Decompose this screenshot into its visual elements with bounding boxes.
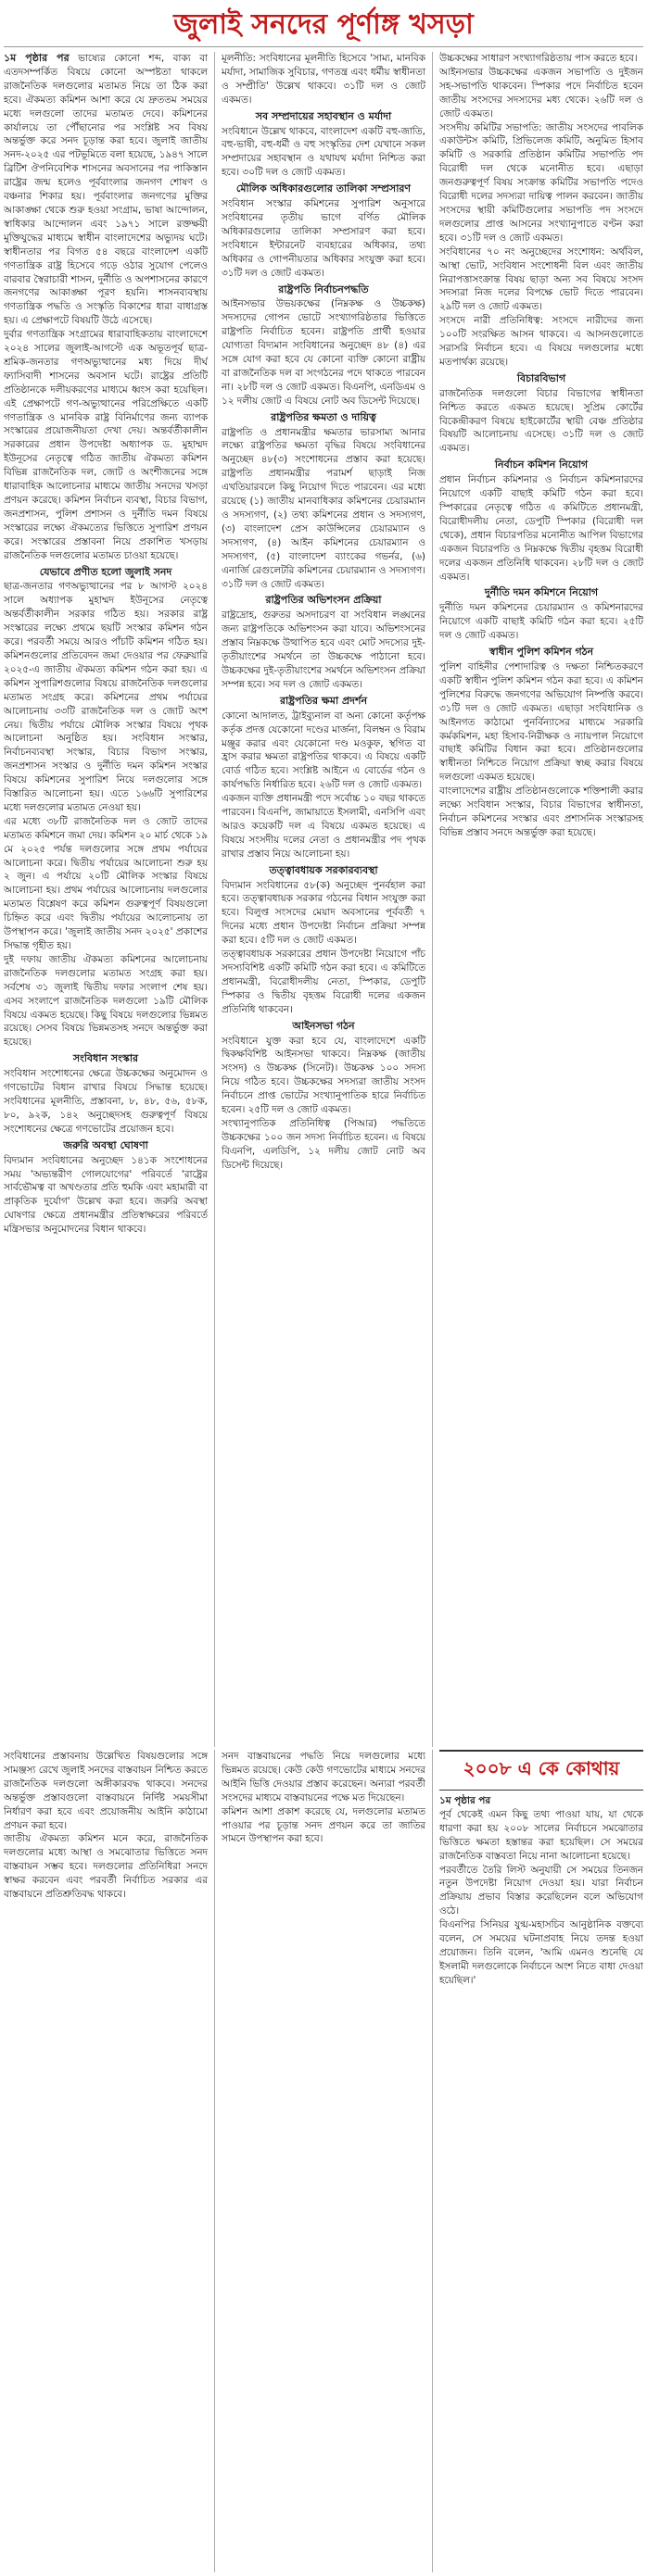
sidebar-headline: ২০০৮ এ কে কোথায়: [439, 1750, 643, 1791]
paragraph: দুর্বার গণতান্ত্রিক সংগ্রামের ধারাবাহিকতায় বাংলাদেশে ২০২৪ সালের জুলাই-আগস্টে এক অভূতপূর্ব ছাত্র-শ্রমিক-জনতার গণঅভ্যুত্থানের মধ্য দিয়ে দীর্ঘ ফ্যাসিবাদী শাসনের অবসান ঘটে। রাষ্ট্রের প্রতিটি প্রতিষ্ঠানকে দলীয়করণের মাধ্যমে ধ্বংস করা হয়েছিল। এই প্রেক্ষাপটে গণ-অভ্যুত্থানের পরিপ্রেক্ষিতে একটি গণতান্ত্রিক ও মানবিক রাষ্ট্র বিনির্মাণের জন্য ব্যাপক সংস্কারের প্রয়োজনীয়তা দেখা দেয়। অন্তর্বর্তীকালীন সরকারের প্রধান উপদেষ্টা অধ্যাপক ড. মুহাম্মদ ইউনূসের নেতৃত্বে গঠিত জাতীয় ঐকমত্য কমিশন বিভিন্ন রাজনৈতিক দল, জোট ও অংশীজনের সঙ্গে ধারাবাহিক আলোচনার মাধ্যমে জাতীয় সনদের খসড়া প্রণয়ন করেছে। কমিশন নির্বাচন ব্যবস্থা, বিচার বিভাগ, জনপ্রশাসন, পুলিশ প্রশাসন ও দুর্নীতি দমন বিষয়ে সংস্কারের লক্ষ্যে ঐকমত্যের ভিত্তিতে সুপারিশ প্রণয়ন করে। সংস্কারের প্রস্তাবনা নিয়ে প্রকাশিত খসড়ায় রাজনৈতিক দলগুলোর মতামত চাওয়া হয়েছে।: [4, 329, 208, 561]
paragraph: উচ্চকক্ষের সাধারণ সংখ্যাগরিষ্ঠতায় পাস করতে হবে।: [439, 53, 638, 64]
sidebar-article-2008: [439, 1750, 643, 2572]
subheading: রাষ্ট্রপতির অভিশংসন প্রক্রিয়া: [265, 594, 382, 607]
paragraph: সংসদে নারী প্রতিনিধিত্ব: সংসদে নারীদের জন্য ১০০টি সংরক্ষিত আসন থাকবে। এ আসনগুলোতে সরাসরি নির্বাচন হবে। এ বিষয়ে দলগুলোর মধ্যে মতপার্থক্য রয়েছে।: [439, 315, 643, 368]
continued-label: ১ম পৃষ্ঠার পর: [4, 52, 70, 64]
paragraph: সংবিধানের ৭০ নং অনুচ্ছেদের সংশোধন: অর্থবিল, আস্থা ভোট, সংবিধান সংশোধনী বিল এবং জাতীয় নিরাপত্তাসংক্রান্ত বিষয় ছাড়া অন্য সব বিষয়ে সংসদ সদস্যরা নিজ দলের বিপক্ষে ভোট দিতে পারবেন। ২৯টি দল ও জোট একমত।: [439, 245, 643, 313]
lower-column-1: [4, 1750, 208, 2572]
subheading: যেভাবে প্রণীত হলো জুলাই সনদ: [39, 565, 172, 578]
paragraph: আইনসভার উভয়কক্ষের (নিম্নকক্ষ ও উচ্চকক্ষ) সদস্যদের গোপন ভোটে সংখ্যাগরিষ্ঠতার ভিত্তিতে রাষ্ট্রপতি নির্বাচিত হবেন। রাষ্ট্রপতি প্রার্থী হওয়ার যোগ্যতা বিদ্যমান সংবিধানের অনুচ্ছেদ ৪৮ (৪) এর সঙ্গে যোগ করা হবে যে কোনো ব্যক্তি কোনো রাষ্ট্রীয় বা রাজনৈতিক দল বা সংগঠনের পদে থাকতে পারবেন না। ২৮টি দল ও জোট একমত। বিএনপি, এনডিএম ও ১২ দলীয় জোট এ বিষয়ে নোট অব ডিসেন্ট দিয়েছে।: [222, 298, 425, 407]
paragraph: তত্ত্বাবধায়ক সরকারের প্রধান উপদেষ্টা নিয়োগে পাঁচ সদস্যবিশিষ্ট একটি কমিটি গঠন করা হবে। এ কমিটিতে প্রধানমন্ত্রী, বিরোধীদলীয় নেতা, স্পিকার, ডেপুটি স্পিকার ও দ্বিতীয় বৃহত্তম বিরোধী দলের একজন প্রতিনিধি থাকবেন।: [222, 949, 425, 1015]
subheading: দুর্নীতি দমন কমিশনে নিয়োগ: [484, 586, 599, 599]
paragraph: দুর্নীতি দমন কমিশনের চেয়ারম্যান ও কমিশনারদের নিয়োগে একটি বাছাই কমিটি গঠন করা হবে। ২৫টি দল ও জোট একমত।: [439, 602, 643, 642]
paragraph: সংবিধানে উল্লেখ থাকবে, বাংলাদেশ একটি বহু-জাতি, বহু-ভাষী, বহু-ধর্মী ও বহু সংস্কৃতির দেশ যেখানে সকল সম্প্রদায়ের সহাবস্থান ও যথাযথ মর্যাদা নিশ্চিত করা হবে। ৩০টি দল ও জোট একমত।: [222, 125, 425, 179]
lower-article-columns: [4, 1750, 430, 2572]
subheading: রাষ্ট্রপতির ক্ষমা প্রদর্শন: [279, 694, 368, 707]
subheading: নির্বাচন কমিশন নিয়োগ: [494, 459, 589, 471]
headline: জুলাই সনদের পূর্ণাঙ্গ খসড়া: [4, 4, 643, 47]
paragraph: সংসদীয় কমিটির সভাপতি: জাতীয় সংসদের পাবলিক একাউন্টস কমিটি, প্রিভিলেজ কমিটি, অনুমিত হিসাব কমিটি ও সরকারি প্রতিষ্ঠান কমিটির সভাপতি পদ বিরোধী দল থেকে মনোনীত হবে। এছাড়া জনগুরুত্বপূর্ণ বিষয় সংক্রান্ত কমিটির সভাপতি পদেও বিরোধী দলের সদস্যরা দায়িত্ব পালন করবেন। জাতীয় সংসদের স্থায়ী কমিটিগুলোর সভাপতি পদ সংসদে দলগুলোর প্রাপ্ত আসনের সংখ্যানুপাতে বণ্টন করা হবে। ৩১টি দল ও জোট একমত।: [439, 121, 643, 244]
paragraph-text: ভাষ্যের কোনো শব্দ, বাক্য বা এতদসম্পর্কিত বিষয়ে কোনো অস্পষ্টতা থাকলে রাজনৈতিক দলগুলোর মতামত নিয়ে তা ঠিক করা হবে। ঐকমত্য কমিশন আশা করে যে দ্রুততম সময়ের মধ্যে দলগুলো তাদের মতামত দেবে। কমিশনের কার্যালয়ে তা পৌঁছানোর পর সংশ্লিষ্ট সব বিষয় অন্তর্ভুক্ত করে সনদ চূড়ান্ত করা হবে। জুলাই জাতীয় সনদ-২০২৫ এর পটভূমিতে বলা হয়েছে, ১৯৪৭ সালে ব্রিটিশ ঔপনিবেশিক শাসনের অবসানের পর পাকিস্তান রাষ্ট্রের জন্ম হলেও পূর্ববাংলার জনগণ শোষণ ও বঞ্চনার শিকার হয়। পূর্ববাংলার জনগণের মুক্তির আকাঙ্ক্ষা থেকে শুরু হওয়া সংগ্রাম, ভাষা আন্দোলন, স্বাধিকার আন্দোলন এবং ১৯৭১ সালে রক্তক্ষয়ী মুক্তিযুদ্ধের মাধ্যমে স্বাধীন বাংলাদেশের অভ্যুদয় ঘটে। স্বাধীনতার পর বিগত ৫৪ বছরে বাংলাদেশ একটি গণতান্ত্রিক রাষ্ট্র হিসেবে গড়ে ওঠার সুযোগ পেলেও বারবার স্বৈরাচারী শাসন, দুর্নীতি ও অপশাসনের কারণে জনগণের আকাঙ্ক্ষা পূরণ হয়নি। শাসনব্যবস্থায় গণতান্ত্রিক পদ্ধতি ও সংস্কৃতি বিকাশের ধারা বাধাগ্রস্ত হয়। এ প্রেক্ষাপটে বিষয়টি উঠে এসেছে।: [4, 53, 208, 327]
paragraph: মূলনীতি: সংবিধানের মূলনীতি হিসেবে 'সাম্য, মানবিক মর্যাদা, সামাজিক সুবিচার, গণতন্ত্র এবং ধর্মীয় স্বাধীনতা ও সম্প্রীতি' উল্লেখ থাকবে। ৩১টি দল ও জোট একমত।: [222, 53, 425, 106]
paragraph: কোনো আদালত, ট্রাইব্যুনাল বা অন্য কোনো কর্তৃপক্ষ কর্তৃক প্রদত্ত যেকোনো দণ্ডের মার্জনা, বিলম্বন ও বিরাম মঞ্জুর করার এবং যেকোনো দণ্ড মওকুফ, স্থগিত বা হ্রাস করার ক্ষমতা রাষ্ট্রপতির থাকবে। এ বিষয়ে একটি বোর্ড গঠিত হবে। সংশ্লিষ্ট আইনে এ বোর্ডের গঠন ও কার্যপদ্ধতি নির্ধারিত হবে। ২৬টি দল ও জোট একমত।: [222, 710, 425, 791]
paragraph: সনদ বাস্তবায়নের পদ্ধতি নিয়ে দলগুলোর মধ্যে ভিন্নমত রয়েছে। কেউ কেউ গণভোটের মাধ্যমে সনদের আইনি ভিত্তি দেওয়ার প্রস্তাব করেছেন। অন্যরা পরবর্তী সংসদের মাধ্যমে বাস্তবায়নের পক্ষে মত দিয়েছেন।: [222, 1751, 425, 1803]
article-columns: [4, 52, 643, 1747]
paragraph: ছাত্র-জনতার গণঅভ্যুত্থানের পর ৮ আগস্ট ২০২৪ সালে অধ্যাপক মুহাম্মদ ইউনূসের নেতৃত্বে অন্তর্বর্তীকালীন সরকার গঠিত হয়। সরকার রাষ্ট্র সংস্কারের লক্ষ্যে প্রথমে ছয়টি সংস্কার কমিশন গঠন করে। পরবর্তী সময়ে আরও পাঁচটি কমিশন গঠিত হয়। কমিশনগুলোর প্রতিবেদন জমা দেওয়ার পর ফেব্রুয়ারি ২০২৫-এ জাতীয় ঐকমত্য কমিশন গঠন করা হয়। এ কমিশন সুপারিশগুলোর বিষয়ে রাজনৈতিক দলগুলোর মতামত সংগ্রহ করে। কমিশনের প্রথম পর্যায়ের আলোচনায় ৩৩টি রাজনৈতিক দল ও জোট অংশ নেয়। দ্বিতীয় পর্যায়ে মৌলিক সংস্কার বিষয়ে পৃথক আলোচনা অনুষ্ঠিত হয়। সংবিধান সংস্কার, নির্বাচনব্যবস্থা সংস্কার, বিচার বিভাগ সংস্কার, জনপ্রশাসন সংস্কার ও দুর্নীতি দমন কমিশন সংস্কার বিষয়ে কমিশনের সুপারিশ নিয়ে দলগুলোর সঙ্গে বিস্তারিত আলোচনা হয়। এতে ১৬৬টি সুপারিশের মধ্যে দলগুলোর মতামত নেওয়া হয়।: [4, 581, 208, 813]
paragraph: রাষ্ট্রদ্রোহ, গুরুতর অসদাচরণ বা সংবিধান লঙ্ঘনের জন্য রাষ্ট্রপতিকে অভিশংসন করা যাবে। অভিশংসনের প্রস্তাব নিম্নকক্ষে উত্থাপিত হবে এবং মোট সদস্যের দুই-তৃতীয়াংশের সমর্থনে তা উচ্চকক্ষে পাঠানো হবে। উচ্চকক্ষের দুই-তৃতীয়াংশের সমর্থনে অভিশংসন প্রক্রিয়া সম্পন্ন হবে। সব দল ও জোট একমত।: [222, 609, 425, 690]
paragraph: বিদ্যমান সংবিধানের ৫৮(ক) অনুচ্ছেদ পুনর্বহাল করা হবে। তত্ত্বাবধায়ক সরকার গঠনের বিধান সংযুক্ত করা হবে। বিলুপ্ত সংসদের মেয়াদ অবসানের পূর্ববর্তী ৭ দিনের মধ্যে প্রধান উপদেষ্টা নির্বাচন প্রক্রিয়া সম্পন্ন করা হবে। ৫টি দল ও জোট একমত।: [222, 879, 425, 947]
subheading: রাষ্ট্রপতি নির্বাচনপদ্ধতি: [278, 283, 369, 295]
paragraph: প্রধান নির্বাচন কমিশনার ও নির্বাচন কমিশনারদের নিয়োগে একটি বাছাই কমিটি গঠন করা হবে। স্পিকারের নেতৃত্বে গঠিত এ কমিটিতে প্রধানমন্ত্রী, বিরোধীদলীয় নেতা, ডেপুটি স্পিকার (বিরোধী দল থেকে), প্রধান বিচারপতির মনোনীত আপিল বিভাগের একজন বিচারপতি ও নিম্নকক্ষে দ্বিতীয় বৃহত্তম বিরোধী দলের একজন প্রতিনিধি থাকবেন। ২৮টি দল ও জোট একমত।: [439, 474, 643, 583]
subheading: আইনসভা গঠন: [292, 1019, 355, 1032]
subheading: সংবিধান সংস্কার: [72, 1052, 139, 1065]
paragraph: জাতীয় ঐকমত্য কমিশন মনে করে, রাজনৈতিক দলগুলোর মধ্যে আস্থা ও সমঝোতার ভিত্তিতে সনদ বাস্তবায়ন সম্ভব হবে। দলগুলোর প্রতিনিধিরা সনদে স্বাক্ষর করবেন এবং পরবর্তী নির্বাচিত সরকার এর বাস্তবায়নে প্রতিশ্রুতিবদ্ধ থাকবে।: [4, 1833, 208, 1901]
subheading: স্বাধীন পুলিশ কমিশন গঠন: [488, 646, 594, 659]
paragraph: বিদ্যমান সংবিধানের অনুচ্ছেদ ১৪১ক সংশোধনের সময় 'অভ্যন্তরীণ গোলযোগের' পরিবর্তে 'রাষ্ট্রের সার্বভৌমত্ব বা অখণ্ডতার প্রতি হুমকি এবং মহামারী বা প্রাকৃতিক দুর্যোগ' উল্লেখ করা হবে। জরুরি অবস্থা ঘোষণার ক্ষেত্রে প্রধানমন্ত্রীর প্রতিস্বাক্ষরের পরিবর্তে মন্ত্রিসভার অনুমোদনের বিধান থাকবে।: [4, 1154, 208, 1236]
paragraph: রাজনৈতিক দলগুলো বিচার বিভাগের স্বাধীনতা নিশ্চিত করতে একমত হয়েছে। সুপ্রিম কোর্টের বিকেন্দ্রীকরণ বিষয়ে হাইকোর্টের স্থায়ী বেঞ্চ প্রতিষ্ঠার বিষয়টি আলোচনায় এসেছে। ৩১টি দল ও জোট একমত।: [439, 387, 643, 455]
subheading: রাষ্ট্রপতির ক্ষমতা ও দায়িত্ব: [271, 410, 376, 423]
paragraph: সংবিধানে যুক্ত করা হবে যে, বাংলাদেশে একটি দ্বিকক্ষবিশিষ্ট আইনসভা থাকবে। নিম্নকক্ষ (জাতীয় সংসদ) ও উচ্চকক্ষ (সিনেট)। উচ্চকক্ষ ১০০ সদস্য নিয়ে গঠিত হবে। উচ্চকক্ষের সদস্যরা জাতীয় সংসদ নির্বাচনে প্রাপ্ত ভোটের সংখ্যানুপাতিক হারে নির্বাচিত হবেন। ২৫টি দল ও জোট একমত।: [222, 1035, 425, 1116]
column-divider: [432, 1750, 433, 2572]
newspaper-page: [4, 4, 643, 2572]
paragraph: এর মধ্যে ৩৮টি রাজনৈতিক দল ও জোট তাদের মতামত কমিশনে জমা দেয়। কমিশন ২০ মার্চ থেকে ১৯ মে ২০২৫ পর্যন্ত দলগুলোর সঙ্গে প্রথম পর্যায়ের আলোচনা করে। দ্বিতীয় পর্যায়ের আলোচনা শুরু হয় ২ জুন। এ পর্যায়ে ২০টি মৌলিক সংস্কার বিষয়ে আলোচনা হয়। প্রথম পর্যায়ের আলোচনায় দলগুলোর মতামত বিশ্লেষণ করে কমিশন গুরুত্বপূর্ণ বিষয়গুলো চিহ্নিত করে এবং দ্বিতীয় পর্যায়ের আলোচনায় তা উপস্থাপন করে। 'জুলাই জাতীয় সনদ ২০২৫' প্রকাশের সিদ্ধান্ত গৃহীত হয়।: [4, 815, 208, 951]
column-1: [4, 52, 208, 1747]
subheading: বিচারবিভাগ: [516, 371, 566, 384]
paragraph: সংখ্যানুপাতিক প্রতিনিধিত্ব (পিআর) পদ্ধতিতে উচ্চকক্ষের ১০০ জন সদস্য নির্বাচিত হবেন। এ বিষয়ে বিএনপি, এলডিপি, ১২ দলীয় জোট নোট অব ডিসেন্ট দিয়েছে।: [222, 1117, 425, 1171]
subheading: সব সম্প্রদায়ের সহাবস্থান ও মর্যাদা: [255, 109, 392, 122]
paragraph: একজন ব্যক্তি প্রধানমন্ত্রী পদে সর্বোচ্চ ১০ বছর থাকতে পারবেন। বিএনপি, জামায়াতে ইসলামী, এনসিপি এবং আরও কয়েকটি দল এ বিষয়ে একমত হয়েছে। এ বিষয়ে সংসদীয় দলের নেতা ও প্রধানমন্ত্রীর পদ পৃথক রাখার প্রস্তাব নিয়ে আলোচনা হয়।: [222, 793, 425, 860]
paragraph: রাষ্ট্রপতি ও প্রধানমন্ত্রীর ক্ষমতার ভারসাম্য আনার লক্ষ্যে রাষ্ট্রপতির ক্ষমতা বৃদ্ধির বিষয়ে সংবিধানের অনুচ্ছেদ ৪৮(৩) সংশোধনের প্রস্তাব করা হয়েছে। রাষ্ট্রপতি প্রধানমন্ত্রীর পরামর্শ ছাড়াই নিজ এখতিয়ারবলে কিছু নিয়োগ দিতে পারবেন। এর মধ্যে রয়েছে (১) জাতীয় মানবাধিকার কমিশনের চেয়ারম্যান ও সদস্যগণ, (২) তথ্য কমিশনের প্রধান ও সদস্যগণ, (৩) বাংলাদেশ প্রেস কাউন্সিলের চেয়ারম্যান ও সদস্যগণ, (৪) আইন কমিশনের চেয়ারম্যান ও সদস্যগণ, (৫) বাংলাদেশ ব্যাংকের গভর্নর, (৬) এনার্জি রেগুলেটরি কমিশনের চেয়ারম্যান ও সদস্যগণ। ৩১টি দল ও জোট একমত।: [222, 426, 425, 590]
paragraph: পূর্ব থেকেই এমন কিছু তথ্য পাওয়া যায়, যা থেকে ধারণা করা হয় ২০০৮ সালের নির্বাচনে সমঝোতার ভিত্তিতে ক্ষমতা হস্তান্তর করা হয়েছিল। সে সময়ের রাজনৈতিক বাস্তবতা নিয়ে নানা আলোচনা হয়েছে।: [439, 1808, 643, 1862]
paragraph: পুলিশ বাহিনীর পেশাদারিত্ব ও দক্ষতা নিশ্চিতকরণে একটি স্বাধীন পুলিশ কমিশন গঠন করা হবে। এ কমিশন পুলিশের বিরুদ্ধে জনগণের অভিযোগ নিষ্পত্তি করবে। ৩১টি দল ও জোট একমত। এছাড়া সংবিধানিক ও আইনগত কাঠামো পুনর্বিন্যাসের মাধ্যমে সরকারি কর্মকমিশন, মহা হিসাব-নিরীক্ষক ও ন্যায়পাল নিয়োগে বাছাই কমিটির বিধান করা হবে। প্রতিষ্ঠানগুলোর স্বাধীনতা নিশ্চিতে নিয়োগ প্রক্রিয়া স্বচ্ছ করার বিষয়ে দলগুলো একমত হয়েছে।: [439, 660, 643, 784]
column-3: [439, 52, 643, 1747]
subheading: তত্ত্বাবধায়ক সরকারব্যবস্থা: [269, 863, 378, 876]
paragraph: দুই দফায় জাতীয় ঐকমত্য কমিশনের আলোচনায় রাজনৈতিক দলগুলোর মতামত সংগ্রহ করা হয়। সর্বশেষ ৩১ জুলাই দ্বিতীয় দফার সংলাপ শেষ হয়। এসব সংলাপে রাজনৈতিক দলগুলো ১৯টি মৌলিক বিষয়ে একমত হয়েছে। কিছু বিষয়ে দলগুলোর ভিন্নমত রয়েছে। সেসব বিষয়ে ভিন্নমতসহ সনদে অন্তর্ভুক্ত করা হয়েছে।: [4, 953, 208, 1049]
column-divider: [432, 52, 433, 1747]
sidebar-body: [439, 1794, 643, 1988]
column-2: [222, 52, 425, 1747]
paragraph: সংবিধান সংশোধনের ক্ষেত্রে উচ্চকক্ষের অনুমোদন ও গণভোটের বিধান রাখার বিষয়ে সিদ্ধান্ত হয়েছে। সংবিধানের মূলনীতি, প্রস্তাবনা, ৮, ৪৮, ৫৬, ৫৮ক, ৮০, ৯২ক, ১৪২ অনুচ্ছেদসহ গুরুত্বপূর্ণ বিষয়ে সংশোধনের ক্ষেত্রে গণভোটের প্রয়োজন হবে।: [4, 1068, 208, 1135]
column-divider: [214, 1750, 215, 2572]
paragraph: সংবিধান সংস্কার কমিশনের সুপারিশ অনুসারে সংবিধানের তৃতীয় ভাগে বর্ণিত মৌলিক অধিকারগুলোর তালিকা সম্প্রসারণ করা হবে। সংবিধানে ইন্টারনেট ব্যবহারের অধিকার, তথ্য অধিকার ও গোপনীয়তার অধিকার সংযুক্ত করা হবে। ৩১টি দল ও জোট একমত।: [222, 198, 425, 279]
paragraph: পরবর্তীতে তৈরি লিস্ট অনুযায়ী সে সময়ের তিনজন নতুন উপদেষ্টা নিয়োগ দেওয়া হয়। যারা নির্বাচন প্রক্রিয়ায় প্রভাব বিস্তার করেছিলেন বলে অভিযোগ ওঠে।: [439, 1864, 643, 1917]
paragraph: কমিশন আশা প্রকাশ করেছে যে, দলগুলোর মতামত পাওয়ার পর চূড়ান্ত সনদ প্রণয়ন করে তা জাতির সামনে উপস্থাপন করা হবে।: [222, 1805, 425, 1845]
column-divider: [214, 52, 215, 1747]
paragraph: বিএনপির সিনিয়র যুগ্ম-মহাসচিব আনুষ্ঠানিক বক্তব্যে বলেন, সে সময়ের ঘটনাপ্রবাহ নিয়ে তদন্ত হওয়া প্রয়োজন। তিনি বলেন, 'আমি এমনও শুনেছি যে ইসলামী দলগুলোকে নির্বাচনে অংশ নিতে বাধা দেওয়া হয়েছিল।': [439, 1919, 643, 1986]
paragraph: সংবিধানের প্রস্তাবনায় উল্লেখিত বিষয়গুলোর সঙ্গে সামঞ্জস্য রেখে জুলাই সনদের বাস্তবায়ন নিশ্চিত করতে রাজনৈতিক দলগুলো অঙ্গীকারবদ্ধ থাকবে। সনদের অন্তর্ভুক্ত প্রস্তাবগুলো বাস্তবায়নে নির্দিষ্ট সময়সীমা নির্ধারণ করা হবে এবং প্রয়োজনীয় আইনি কাঠামো প্রণয়ন করা হবে।: [4, 1751, 208, 1831]
paragraph: বাংলাদেশের রাষ্ট্রীয় প্রতিষ্ঠানগুলোকে শক্তিশালী করার লক্ষ্যে সংবিধান সংস্কার, বিচার বিভাগের স্বাধীনতা, নির্বাচন কমিশনের সংস্কার এবং প্রশাসনিক সংস্কারসহ বিভিন্ন প্রস্তাব সনদে অন্তর্ভুক্ত করা হয়েছে।: [439, 785, 643, 838]
paragraph: [4, 52, 208, 328]
lower-column-2: [222, 1750, 425, 2572]
subheading: জরুরি অবস্থা ঘোষণা: [63, 1138, 148, 1151]
continued-label: ১ম পৃষ্ঠার পর: [439, 1795, 491, 1806]
subheading: মৌলিক অধিকারগুলোর তালিকা সম্প্রসারণ: [235, 182, 412, 195]
paragraph: আইনসভার উচ্চকক্ষের একজন সভাপতি ও দুইজন সহ-সভাপতি থাকবেন। স্পিকার পদে নির্বাচিত হবেন জাতীয় সংসদের সদস্যদের মধ্য থেকে। ২৬টি দল ও জোট একমত।: [439, 66, 643, 119]
